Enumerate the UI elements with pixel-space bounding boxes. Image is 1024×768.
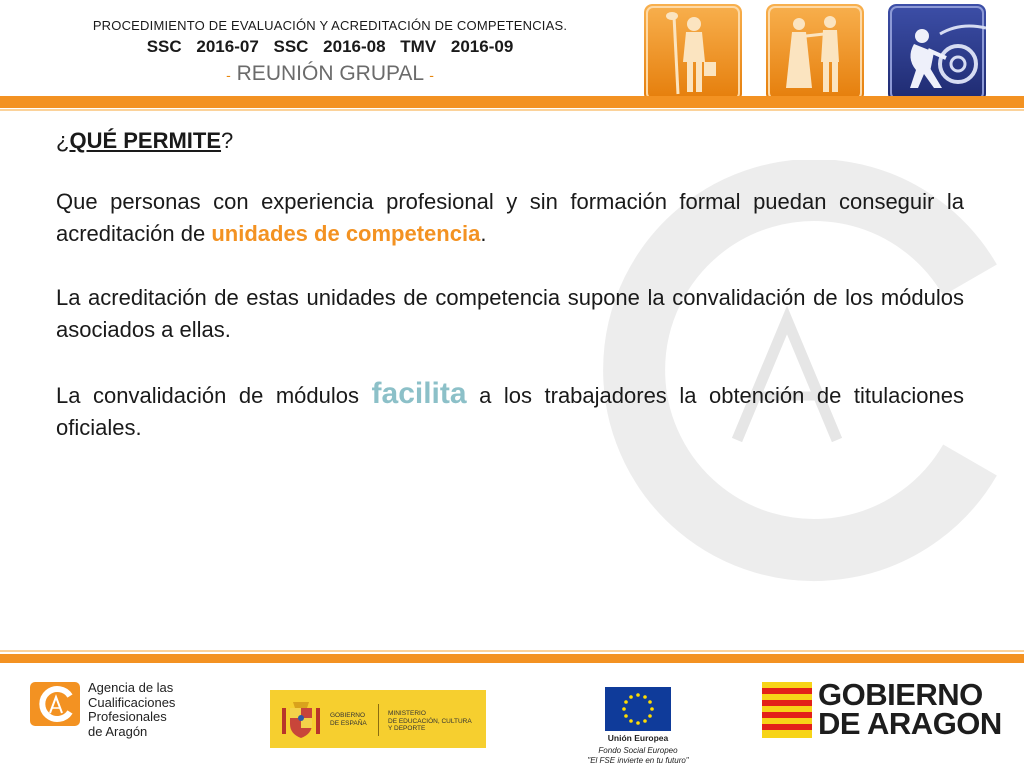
section-question [56, 128, 233, 154]
question-heading: QUÉ PERMITE [69, 128, 222, 153]
question-suffix: ? [221, 128, 234, 153]
agency-name-line: de Aragón [88, 723, 148, 739]
highlight-unidades: unidades de competencia [211, 221, 481, 246]
spain-coat-of-arms-icon [280, 698, 322, 740]
gobierno-espana-logo [270, 690, 486, 748]
eu-fund-name: Fondo Social Europeo [598, 746, 678, 755]
paragraph-3 [56, 378, 964, 444]
cleaner-worker-icon [644, 4, 742, 102]
agency-name-line: Profesionales [88, 709, 167, 724]
gobierno-espana-text [330, 712, 367, 727]
gobierno-aragon-line: GOBIERNO [818, 677, 983, 712]
footer-divider-bar [0, 654, 1024, 663]
logo-separator [378, 704, 379, 736]
gobierno-aragon-text [818, 677, 1002, 741]
paragraph-2: La acreditación de estas unidades de competencia supone la convalidación de los módulos asociados a ellas. [56, 285, 964, 342]
procedure-title: PROCEDIMIENTO DE EVALUACIÓN Y ACREDITACIÓN DE COMPETENCIAS. [92, 18, 568, 33]
header-divider-bar [0, 96, 1024, 108]
caregiver-icon [766, 4, 864, 102]
highlight-facilita: facilita [371, 377, 467, 410]
agency-logo-icon [30, 682, 80, 726]
eu-title: Unión Europea [607, 733, 669, 743]
meeting-title-text: REUNIÓN GRUPAL [236, 62, 424, 85]
eu-flag-icon [605, 687, 671, 731]
procedure-codes: SSC 2016-07 SSC 2016-08 TMV 2016-09 [146, 37, 514, 56]
eu-fund-motto: "El FSE invierte en tu futuro" [587, 755, 689, 765]
paragraph-1-end: . [480, 221, 487, 246]
gobierno-aragon-line: DE ARAGON [818, 706, 1002, 741]
ministerio-line: MINISTERIO [388, 710, 426, 717]
paragraph-1-text: Que personas con experiencia profesional y sin formación formal puedan conseguir la acreditación de [56, 189, 964, 246]
aragon-flag-icon [762, 682, 812, 738]
mechanic-icon [888, 4, 986, 102]
gobierno-espana-line: GOBIERNO [330, 712, 366, 719]
paragraph-1 [56, 186, 964, 250]
paragraph-3-text: La convalidación de módulos [56, 383, 359, 408]
ministerio-line: Y DEPORTE [388, 725, 426, 732]
meeting-title-dash-right: - [429, 67, 434, 83]
eu-fund-text [560, 746, 716, 765]
agency-name-line: Agencia de las [88, 680, 174, 695]
paragraph-3-end: a los trabajadores la obtención de titulaciones oficiales. [56, 383, 964, 440]
ministerio-line: DE EDUCACIÓN, CULTURA [388, 717, 472, 725]
meeting-title-dash-left: - [226, 67, 231, 83]
meeting-title [0, 62, 660, 86]
agency-name [88, 681, 175, 739]
gobierno-espana-line: DE ESPAÑA [330, 719, 367, 727]
question-prefix: ¿ [56, 128, 70, 153]
agency-name-line: Cualificaciones [88, 694, 176, 710]
ministerio-text [388, 710, 472, 733]
